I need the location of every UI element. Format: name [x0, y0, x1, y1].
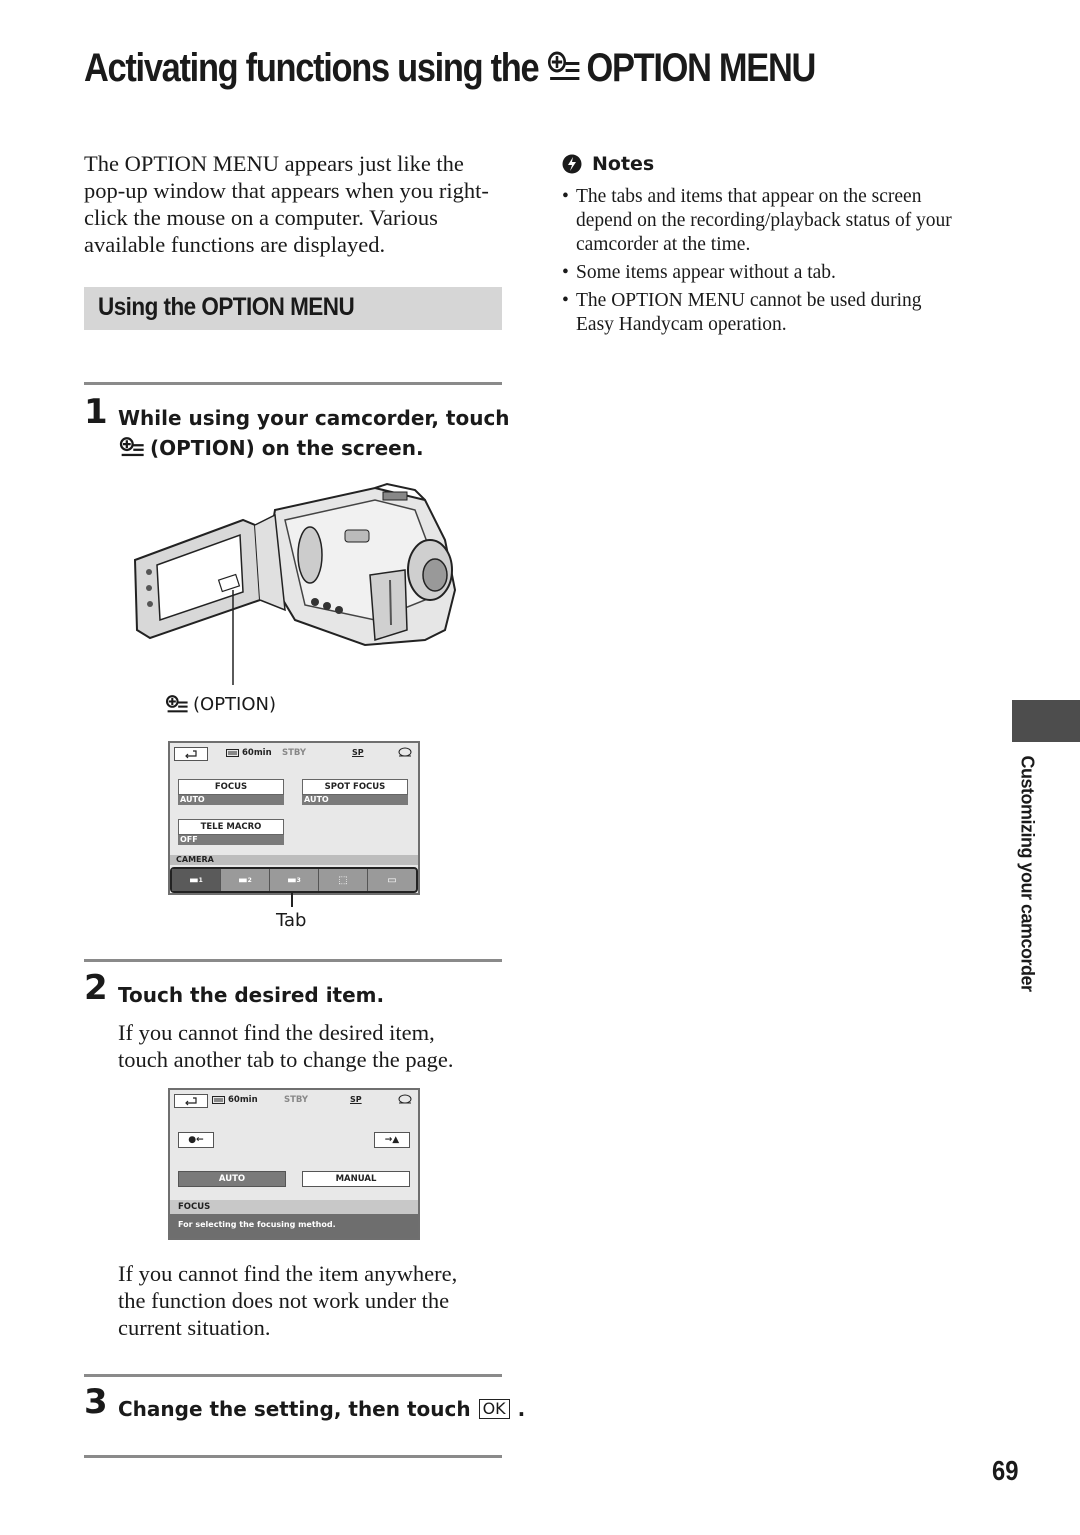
step-number: 3 — [84, 1382, 108, 1422]
option-icon — [547, 51, 581, 85]
step-3-period: . — [517, 1397, 526, 1421]
step-3-wrap — [118, 1397, 525, 1421]
category-label: CAMERA — [176, 855, 214, 864]
step-1-line2: (OPTION) on the screen. — [150, 436, 424, 460]
step-2-body: If you cannot find the desired item, touch another tab to change the page. — [118, 1020, 454, 1072]
option-icon — [118, 437, 146, 459]
note-item: • The OPTION MENU cannot be used during Easy Handycam operation. — [562, 289, 962, 337]
tab-number: 2 — [247, 876, 252, 884]
standby-status: STBY — [284, 1095, 309, 1105]
tab-callout-line — [291, 893, 293, 907]
bottom-divider — [84, 1455, 502, 1458]
step-divider — [84, 1374, 502, 1377]
side-tab-marker — [1012, 700, 1080, 742]
focus-item[interactable] — [178, 779, 284, 803]
disc-icon — [398, 747, 412, 759]
mountain-far-icon: →▲ — [384, 1135, 400, 1145]
note-item: • The tabs and items that appear on the screen depend on the recording/playback status of your camcorder at the time. — [562, 185, 962, 257]
tab-number: 1 — [198, 876, 203, 884]
lcd-screen-focus — [168, 1088, 420, 1240]
tab-toolbox[interactable] — [368, 869, 416, 891]
step-2-text: Touch the desired item. — [118, 983, 385, 1007]
person-near-icon: ●← — [188, 1135, 204, 1145]
notes-heading — [562, 153, 654, 175]
step-number: 1 — [84, 392, 108, 432]
camera-icon: ▬ — [287, 874, 297, 886]
standby-status: STBY — [282, 748, 307, 758]
playback-icon: ⬚ — [338, 874, 348, 886]
camcorder-illustration — [125, 480, 465, 690]
title-suffix: OPTION MENU — [586, 45, 816, 90]
page-title — [84, 40, 815, 96]
tab-callout: Tab — [276, 910, 307, 931]
disc-icon — [398, 1094, 412, 1106]
tab-playback[interactable] — [319, 869, 368, 891]
step-number: 2 — [84, 968, 108, 1008]
tab-bar — [170, 867, 418, 893]
notes-list — [562, 185, 962, 341]
intro-paragraph: The OPTION MENU appears just like the pop-up window that appears when you right-click the mouse on a computer. Various available functions are displayed. — [84, 151, 489, 257]
category-bar — [170, 855, 418, 865]
section-title: Using the OPTION MENU — [98, 293, 355, 321]
note-item: • Some items appear without a tab. — [562, 261, 962, 285]
notes-heading-text: Notes — [592, 153, 655, 175]
battery-icon — [212, 1096, 226, 1104]
spot-focus-item-value: AUTO — [302, 795, 408, 805]
camera-icon: ▬ — [189, 874, 199, 886]
step-1-line1: While using your camcorder, touch — [118, 406, 510, 430]
ok-button-icon: OK — [479, 1399, 510, 1419]
side-label — [1012, 755, 1042, 992]
tab-camera-1[interactable] — [172, 869, 221, 891]
lcd-screen-option-menu — [168, 741, 420, 895]
focus-near-button[interactable] — [178, 1132, 214, 1148]
tele-macro-item-value: OFF — [178, 835, 284, 845]
tab-camera-2[interactable] — [221, 869, 270, 891]
focus-far-button[interactable] — [374, 1132, 410, 1148]
option-icon — [165, 695, 189, 715]
side-label-text: Customizing your camcorder — [1017, 755, 1038, 992]
item-name: FOCUS — [178, 1202, 211, 1212]
auto-option-button[interactable]: AUTO — [178, 1171, 286, 1187]
recording-mode: SP — [350, 1095, 362, 1104]
tele-macro-item-label: TELE MACRO — [178, 819, 284, 835]
battery-remaining: 60min — [242, 748, 272, 758]
return-button[interactable] — [174, 747, 208, 761]
return-icon — [175, 1095, 207, 1107]
return-button[interactable] — [174, 1094, 208, 1108]
return-icon — [175, 748, 207, 760]
item-description: For selecting the focusing method. — [178, 1220, 336, 1229]
option-callout — [165, 694, 276, 715]
camera-icon: ▬ — [238, 874, 248, 886]
section-header — [84, 287, 502, 330]
tab-camera-3[interactable] — [270, 869, 319, 891]
notes-icon — [562, 154, 582, 174]
lcd-status-bar — [170, 1090, 418, 1112]
manual-option-button[interactable]: MANUAL — [302, 1171, 410, 1187]
page-number: 69 — [992, 1455, 1019, 1486]
step-3-text: Change the setting, then touch — [118, 1397, 471, 1421]
spot-focus-item[interactable] — [302, 779, 408, 803]
title-prefix: Activating functions using the — [84, 45, 539, 90]
spot-focus-item-label: SPOT FOCUS — [302, 779, 408, 795]
tab-number: 3 — [296, 876, 301, 884]
toolbox-icon: ▭ — [387, 874, 397, 886]
step-divider — [84, 959, 502, 962]
step-1-line2-wrap — [118, 436, 424, 460]
recording-mode: SP — [352, 748, 364, 757]
item-description-bar — [170, 1214, 418, 1238]
step-divider — [84, 382, 502, 385]
tele-macro-item[interactable] — [178, 819, 284, 843]
lcd-status-bar — [170, 743, 418, 765]
option-callout-label: (OPTION) — [193, 694, 277, 715]
focus-item-label: FOCUS — [178, 779, 284, 795]
item-name-bar — [170, 1200, 418, 1214]
battery-icon — [226, 749, 240, 757]
focus-item-value: AUTO — [178, 795, 284, 805]
step-2-after: If you cannot find the item anywhere, the function does not work under the current situation. — [118, 1261, 458, 1340]
battery-remaining: 60min — [228, 1095, 258, 1105]
